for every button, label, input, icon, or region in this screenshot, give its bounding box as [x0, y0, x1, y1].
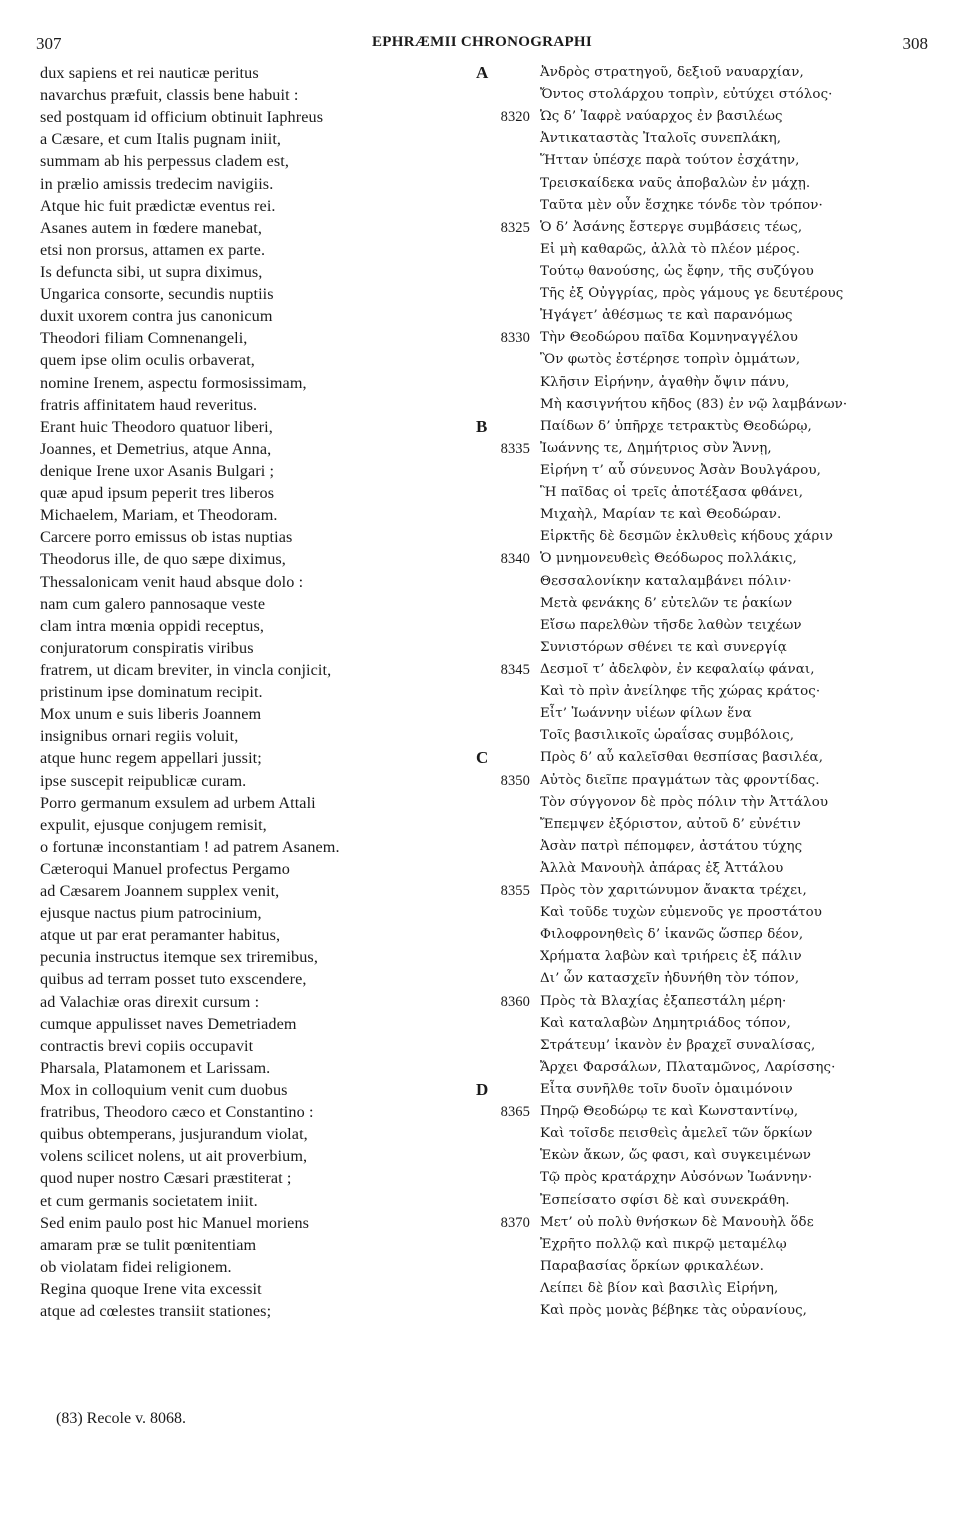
greek-verse-text: Εἶτα συνῆλθε τοῖν δυοῖν ὁμαιμόνοιν — [540, 1082, 793, 1098]
greek-line — [470, 1190, 930, 1212]
latin-line: Mox unum e suis liberis Joannem — [40, 705, 262, 724]
greek-line — [470, 504, 930, 526]
greek-verse-text: Ἠγάγετ’ ἀθέσμως τε καὶ παρανόμως — [540, 308, 793, 324]
greek-line — [470, 571, 930, 593]
latin-line: ad Cæsarem Joannem supplex venit, — [40, 882, 280, 901]
greek-line — [470, 482, 930, 504]
latin-line: sed postquam id officium obtinuit Iaphreus — [40, 108, 324, 127]
greek-line — [470, 637, 930, 659]
greek-line — [470, 1035, 930, 1057]
latin-line: nomine Irenem, aspectu formosissimam, — [40, 373, 307, 392]
latin-line: Is defuncta sibi, ut supra diximus, — [40, 262, 263, 281]
greek-line — [470, 62, 930, 84]
latin-line: duxit uxorem contra jus canonicum — [40, 307, 273, 326]
greek-verse-text: Κλῆσιν Εἰρήνην, ἀγαθὴν ὄψιν πάνυ, — [540, 374, 790, 390]
greek-line — [470, 261, 930, 283]
latin-line: conjuratorum conspiratis viribus — [40, 638, 254, 657]
latin-line: Sed enim paulo post hic Manuel moriens — [40, 1213, 310, 1232]
greek-verse-text: Πρὸς τὰ Βλαχίας ἐξαπεστάλη μέρη· — [540, 993, 787, 1009]
greek-verse-text: Φιλοφρονηθεὶς δ’ ἱκανῶς ὥσπερ δέον, — [540, 927, 804, 943]
greek-line — [470, 460, 930, 482]
greek-verse-text: Τῆς ἐξ Οὐγγρίας, πρὸς γάμους γε δευτέρους — [540, 286, 844, 302]
latin-line: o fortunæ inconstantiam ! ad patrem Asanem. — [40, 837, 340, 856]
greek-verse-text: Δι’ ὧν κατασχεῖν ἠδυνήθη τὸν τόπον, — [540, 971, 800, 987]
latin-line: volens scilicet nolens, ut ait proverbium, — [40, 1147, 308, 1166]
latin-line: summam ab his perpessus cladem est, — [40, 152, 289, 171]
greek-line — [470, 1079, 930, 1101]
greek-verse-text: Ὁ δ’ Ἀσάνης ἔστεργε συμβάσεις τέως, — [540, 219, 803, 235]
latin-line: fratrem, ut dicam breviter, in vincla conjicit, — [40, 660, 332, 679]
greek-verse-text: Ἣ παῖδας οἱ τρεῖς ἀποτέξασα φθάνει, — [540, 485, 804, 501]
greek-verse-text: Τοῖς βασιλικοῖς ὡραΐσας συμβόλοις, — [540, 728, 795, 744]
greek-line — [470, 836, 930, 858]
greek-verse-text: Μετ’ οὐ πολὺ θνήσκων δὲ Μανουὴλ ὅδε — [540, 1214, 814, 1230]
greek-line — [470, 349, 930, 371]
greek-line — [470, 814, 930, 836]
greek-line — [470, 327, 930, 349]
section-marker: C — [476, 748, 489, 768]
latin-line: ejusque nactus pium patrocinium, — [40, 904, 262, 923]
section-marker: A — [476, 63, 489, 82]
latin-line: insignibus ornari regiis voluit, — [40, 727, 239, 746]
latin-line: Michaelem, Mariam, et Theodoram. — [40, 506, 278, 525]
greek-verse-text: Παίδων δ’ ὑπῆρχε τετρακτὺς Θεοδώρῳ, — [540, 418, 812, 434]
greek-verse-text: Ἀντικαταστὰς Ἰταλοῖς συνεπλάκη, — [540, 131, 782, 147]
latin-line: cumque appulisset naves Demetriadem — [40, 1014, 297, 1033]
greek-line — [470, 394, 930, 416]
greek-line — [470, 703, 930, 725]
greek-line — [470, 239, 930, 261]
latin-line: in prælio amissis tredecim navigiis. — [40, 174, 274, 193]
greek-verse-text: Τὸν σύγγονον δὲ πρὸς πόλιν τὴν Ἀττάλου — [540, 794, 829, 810]
greek-line — [470, 792, 930, 814]
latin-line: fratribus, Theodoro cæco et Constantino : — [40, 1103, 314, 1122]
running-header — [36, 34, 928, 60]
greek-line — [470, 946, 930, 968]
greek-verse-text: Τρεισκαίδεκα ναῦς ἀποβαλὼν ἐν μάχῃ. — [540, 175, 811, 191]
latin-line: ipse suscepit reipublicæ curam. — [40, 771, 247, 790]
greek-text-column — [470, 62, 930, 1322]
greek-verse-text: Καὶ τὸ πρὶν ἀνείληφε τῆς χώρας κράτος· — [540, 684, 821, 700]
latin-line: Porro germanum exsulem ad urbem Attali — [40, 793, 316, 812]
latin-line: et cum germanis societatem iniit. — [40, 1191, 258, 1210]
greek-verse-text: Ἄρχει Φαρσάλων, Πλαταμῶνος, Λαρίσσης· — [540, 1059, 836, 1075]
greek-line — [470, 880, 930, 902]
latin-line: dux sapiens et rei nauticæ peritus — [40, 64, 259, 82]
latin-line: amaram præ se tulit pœnitentiam — [40, 1235, 257, 1254]
greek-line — [470, 902, 930, 924]
greek-verse-text: Καὶ πρὸς μονὰς βέβηκε τὰς οὐρανίους, — [540, 1303, 808, 1319]
greek-verse-text: Τὴν Θεοδώρου παῖδα Κομνηναγγέλου — [540, 330, 799, 346]
greek-line — [470, 1013, 930, 1035]
latin-line: ob violatam fidei religionem. — [40, 1257, 232, 1276]
latin-line: atque ad cœlestes transiit stationes; — [40, 1302, 272, 1321]
greek-verse-text: Ἐσπείσατο σφίσι δὲ καὶ συνεκράθη. — [540, 1192, 790, 1208]
latin-line: navarchus præfuit, classis bene habuit : — [40, 86, 299, 105]
verse-number: 8320 — [500, 109, 530, 126]
greek-verse-text: Ἐχρῆτο πολλῷ καὶ πικρῷ μεταμέλῳ — [540, 1236, 787, 1252]
greek-verse-text: Καὶ τοῦδε τυχὼν εὐμενοῦς γε προστάτου — [540, 905, 823, 921]
greek-verse-text: Εἰ μὴ καθαρῶς, ἀλλὰ τὸ πλέον μέρος. — [540, 241, 801, 257]
greek-line — [470, 1101, 930, 1123]
latin-line: denique Irene uxor Asanis Bulgari ; — [40, 461, 275, 480]
verse-number: 8330 — [500, 330, 530, 347]
greek-line — [470, 150, 930, 172]
latin-line: Carcere porro emissus ob istas nuptias — [40, 528, 293, 547]
greek-line — [470, 593, 930, 615]
latin-line: Theodori filiam Comnenangeli, — [40, 329, 248, 348]
greek-verse-text: Τούτῳ θανούσης, ὡς ἔφην, τῆς συζύγου — [540, 263, 814, 279]
greek-line — [470, 747, 930, 769]
greek-verse-text: Χρήματα λαβὼν καὶ τριήρεις ἐξ πάλιν — [540, 949, 802, 965]
latin-line: Pharsala, Platamonem et Larissam. — [40, 1058, 271, 1077]
greek-verse-text: Ἑκὼν ἄκων, ὥς φασι, καὶ συγκειμένων — [540, 1148, 812, 1164]
greek-line — [470, 968, 930, 990]
greek-line — [470, 1256, 930, 1278]
greek-line — [470, 195, 930, 217]
latin-line: etsi non prorsus, attamen ex parte. — [40, 240, 266, 259]
latin-line: atque hunc regem appellari jussit; — [40, 749, 262, 768]
section-marker: D — [476, 1080, 489, 1100]
latin-line: quem ipse olim oculis orbaverat, — [40, 351, 255, 370]
greek-line — [470, 372, 930, 394]
greek-verse-text: Αὐτὸς διεῖπε πραγμάτων τὰς φροντίδας. — [540, 772, 820, 788]
greek-verse-text: Πρὸς τὸν χαριτώνυμον ἄνακτα τρέχει, — [540, 883, 807, 899]
greek-verse-text: Παραβασίας ὅρκίων φρικαλέων. — [540, 1258, 764, 1274]
greek-verse-text: Εἴσω παρελθὼν τῆσδε λαθὼν τειχέων — [540, 617, 802, 633]
greek-verse-text: Ἀλλὰ Μανουὴλ ἀπάρας ἐξ Ἀττάλου — [540, 860, 784, 876]
latin-line: Mox in colloquium venit cum duobus — [40, 1081, 288, 1100]
verse-number: 8345 — [500, 661, 530, 678]
greek-verse-text: Εἶτ’ Ἰωάννην υἱέων φίλων ἕνα — [540, 706, 752, 722]
latin-line: contractis brevi copiis occupavit — [40, 1036, 254, 1055]
latin-line: pristinum ipse dominatum recipit. — [40, 683, 263, 702]
greek-verse-text: Πηρῷ Θεοδώρῳ τε καὶ Κωνσταντίνῳ, — [540, 1104, 799, 1120]
latin-line: Cæteroqui Manuel profectus Pergamo — [40, 859, 290, 878]
latin-line: quibus obtemperans, jusjurandum violat, — [40, 1125, 308, 1144]
greek-line — [470, 305, 930, 327]
latin-line: Ungarica consorte, secundis nuptiis — [40, 285, 274, 304]
greek-verse-text: Ἰωάννης τε, Δημήτριος σὺν Ἄννῃ, — [540, 440, 772, 456]
verse-number: 8350 — [500, 772, 530, 789]
latin-line: clam intra mœnia oppidi receptus, — [40, 616, 265, 635]
greek-line — [470, 725, 930, 747]
latin-line: Asanes autem in fœdere manebat, — [40, 218, 262, 237]
greek-line — [470, 659, 930, 681]
footnote: (83) Recole v. 8068. — [56, 1410, 187, 1427]
greek-line — [470, 924, 930, 946]
greek-verse-text: Ταῦτα μὲν οὖν ἔσχηκε τόνδε τὸν τρόπον· — [540, 197, 823, 213]
latin-line: pecunia instructus itemque sex triremibus, — [40, 948, 318, 967]
greek-verse-text: Εἱρκτῆς δὲ δεσμῶν ἐκλυθεὶς κήδους χάριν — [540, 529, 834, 545]
greek-line — [470, 1278, 930, 1300]
greek-verse-text: Ἀνδρὸς στρατηγοῦ, δεξιοῦ ναυαρχίαν, — [540, 65, 804, 80]
greek-line — [470, 283, 930, 305]
greek-line — [470, 1300, 930, 1322]
greek-verse-text: Στράτευμ’ ἱκανὸν ἐν βραχεῖ συναλίσας, — [540, 1037, 816, 1053]
greek-line — [470, 438, 930, 460]
latin-line: a Cæsare, et cum Italis pugnam iniit, — [40, 130, 282, 149]
greek-line — [470, 1145, 930, 1167]
greek-verse-text: Ὃν φωτὸς ἐστέρησε τοπρὶν ὀμμάτων, — [540, 352, 801, 368]
latin-line: quibus ad terram posset tuto exscendere, — [40, 970, 307, 989]
verse-number: 8325 — [500, 219, 530, 236]
greek-verse-text: Πρὸς δ’ αὖ καλεῖσθαι θεσπίσας βασιλέα, — [540, 750, 824, 766]
greek-verse-text: Μὴ κασιγνήτου κῆδος (83) ἐν νῷ λαμβάνων· — [540, 396, 848, 412]
latin-line: ad Valachiæ oras direxit cursum : — [40, 992, 260, 1011]
greek-line — [470, 770, 930, 792]
latin-line: Joannes, et Demetrius, atque Anna, — [40, 439, 272, 458]
greek-line — [470, 1167, 930, 1189]
greek-verse-text: Εἰρήνη τ’ αὖ σύνευνος Ἀσὰν Βουλγάρου, — [540, 462, 822, 478]
greek-line — [470, 615, 930, 637]
greek-verse-text: Ἀσὰν πατρὶ πέπομφεν, ἀστάτου τύχης — [540, 838, 803, 854]
latin-line: Theodorus ille, de quo sæpe diximus, — [40, 550, 286, 569]
greek-line — [470, 84, 930, 106]
greek-verse-text: Μετὰ φενάκης δ’ εὐτελῶν τε ῥακίων — [540, 595, 793, 611]
greek-line — [470, 681, 930, 703]
greek-line — [470, 1212, 930, 1234]
latin-line: Erant huic Theodoro quatuor liberi, — [40, 417, 273, 436]
greek-verse-text: Δεσμοῖ τ’ ἀδελφὸν, ἐν κεφαλαίῳ φάναι, — [540, 661, 815, 677]
greek-line — [470, 173, 930, 195]
greek-verse-text: Ὡς δ’ Ἰαφρὲ ναύαρχος ἐν βασιλέως — [540, 109, 783, 125]
latin-line: fratris affinitatem haud reveritus. — [40, 395, 258, 414]
page-number-left: 307 — [36, 34, 62, 53]
greek-verse-text: Συνιστόρων σθένει τε καὶ συνεργίᾳ — [540, 639, 787, 655]
greek-line — [470, 416, 930, 438]
verse-number: 8340 — [500, 551, 530, 568]
greek-line — [470, 548, 930, 570]
verse-number: 8360 — [500, 993, 530, 1010]
greek-verse-text: Ὁ μνημονευθεὶς Θεόδωρος πολλάκις, — [540, 551, 797, 567]
verse-number: 8370 — [500, 1214, 530, 1231]
latin-line: quod nuper nostro Cæsari præstiterat ; — [40, 1169, 292, 1188]
verse-number: 8335 — [500, 440, 530, 457]
latin-line: atque ut par erat peramanter habitus, — [40, 926, 281, 945]
greek-line — [470, 858, 930, 880]
latin-line: Regina quoque Irene vita excessit — [40, 1280, 262, 1299]
latin-line: nam cum galero pannosaque veste — [40, 594, 266, 613]
greek-line — [470, 128, 930, 150]
greek-verse-text: Μιχαὴλ, Μαρίαν τε καὶ Θεοδώραν. — [540, 507, 782, 523]
verse-number: 8365 — [500, 1104, 530, 1121]
greek-verse-text: Ὄντος στολάρχου τοπρὶν, εὐτύχει στόλος· — [540, 87, 833, 103]
greek-line — [470, 526, 930, 548]
greek-verse-text: Καὶ τοῖσδε πεισθεὶς ἀμελεῖ τῶν ὅρκίων — [540, 1126, 813, 1142]
section-marker: B — [476, 416, 488, 436]
greek-verse-text: Καὶ καταλαβὼν Δημητριάδος τόπον, — [540, 1015, 791, 1031]
greek-line — [470, 1057, 930, 1079]
greek-verse-text: Τῷ πρὸς κρατάρχην Αὐσόνων Ἰωάννην· — [540, 1170, 813, 1186]
latin-line: Atque hic fuit prædictæ eventus rei. — [40, 196, 276, 215]
greek-line — [470, 106, 930, 128]
greek-line — [470, 991, 930, 1013]
greek-verse-text: Ἥτταν ὑπέσχε παρὰ τούτον ἐσχάτην, — [540, 153, 800, 169]
page-number-right: 308 — [902, 34, 928, 53]
greek-verse-text: Θεσσαλονίκην καταλαμβάνει πόλιν· — [540, 573, 792, 589]
greek-line — [470, 217, 930, 239]
verse-number: 8355 — [500, 883, 530, 900]
greek-verse-text: Λείπει δὲ βίον καὶ βασιλὶς Εἰρήνη, — [540, 1281, 779, 1297]
running-title: EPHRÆMII CHRONOGRAPHI — [371, 34, 593, 50]
greek-verse-text: Ἔπεμψεν ἐξόριστον, αὐτοῦ δ’ εὐνέτιν — [540, 816, 801, 832]
latin-line: Thessalonicam venit haud absque dolo : — [40, 572, 304, 591]
greek-line — [470, 1234, 930, 1256]
greek-line — [470, 1123, 930, 1145]
latin-translation-column — [40, 62, 460, 1322]
latin-line: expulit, ejusque conjugem remisit, — [40, 815, 267, 834]
latin-line: quæ apud ipsum peperit tres liberos — [40, 484, 275, 503]
